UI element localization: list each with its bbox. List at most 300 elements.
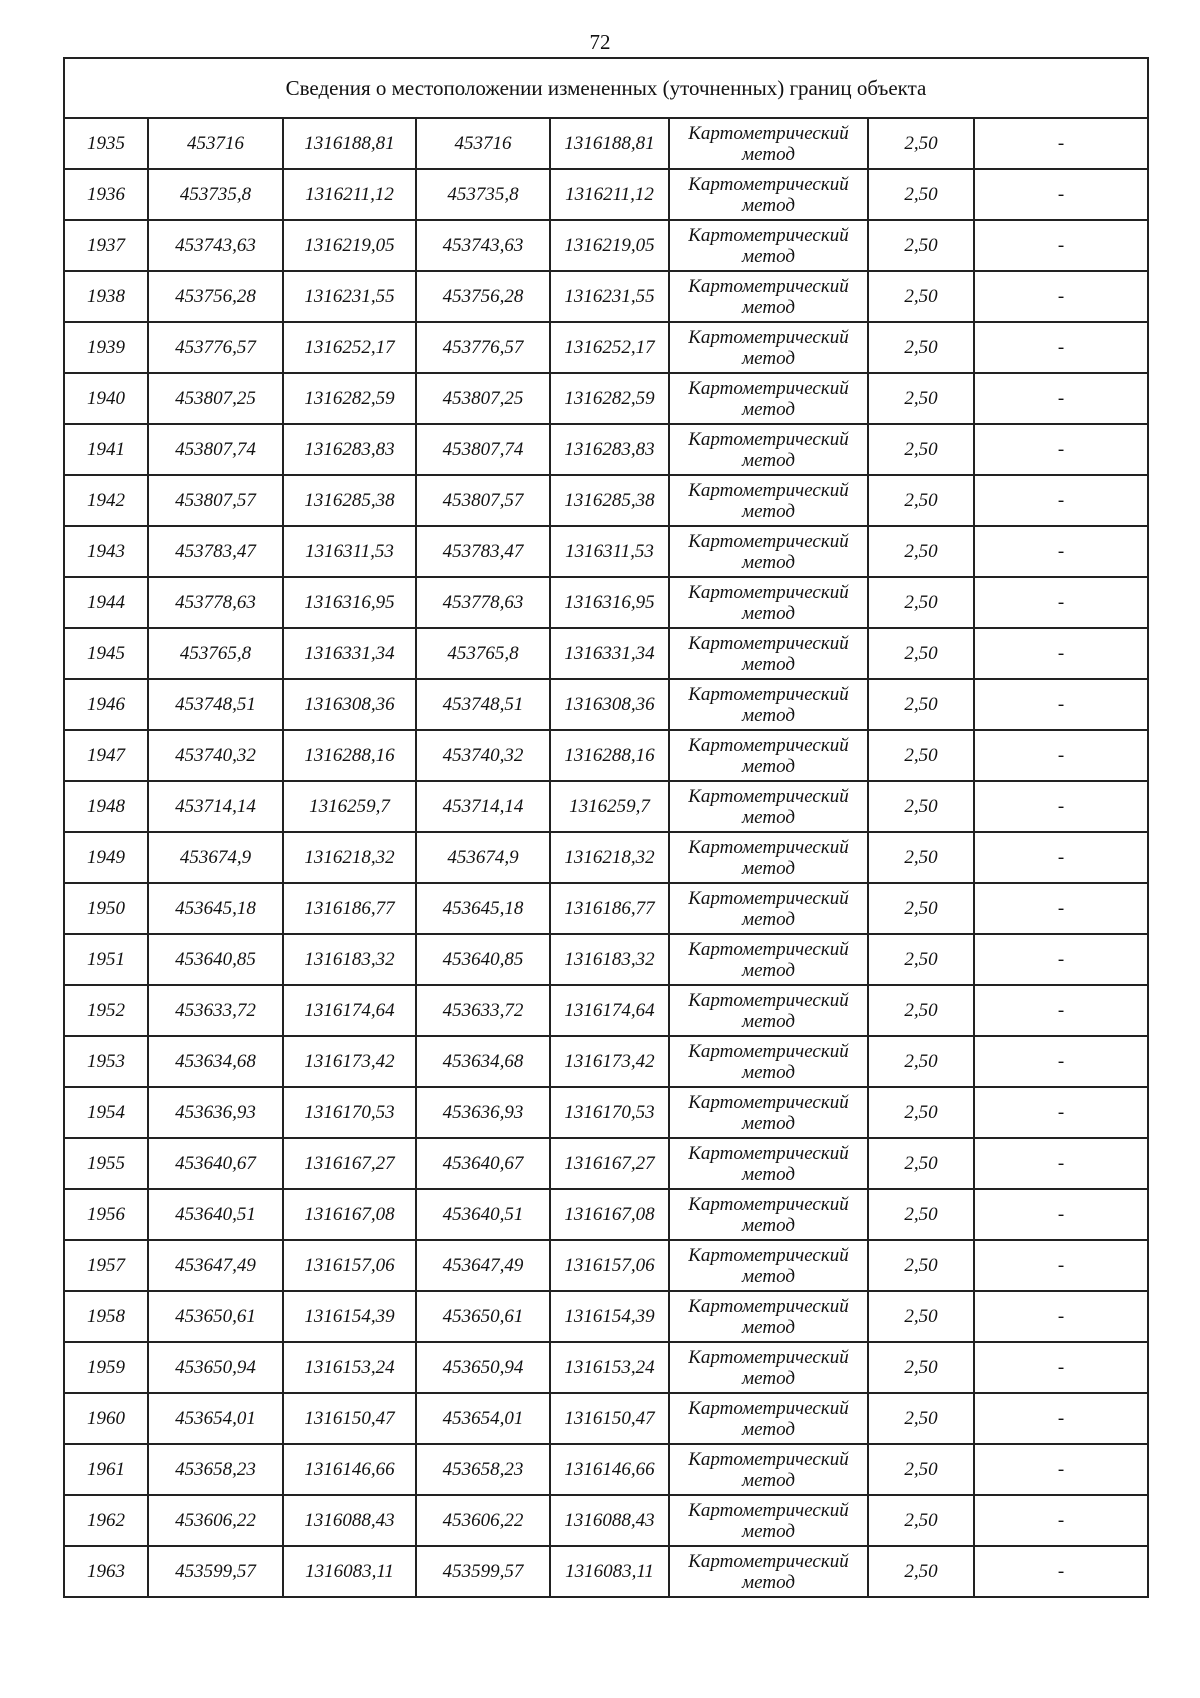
- method-line-1: Картометрический: [688, 785, 849, 807]
- table-row: [64, 322, 1148, 373]
- existing-y-cell: 1316285,38: [283, 475, 416, 526]
- existing-y-cell: 1316088,43: [283, 1495, 416, 1546]
- note-cell: -: [974, 1189, 1148, 1240]
- existing-y-cell: 1316146,66: [283, 1444, 416, 1495]
- method-line-1: Картометрический: [688, 479, 849, 501]
- accuracy-cell: 2,50: [868, 883, 974, 934]
- method-line-1: Картометрический: [688, 1244, 849, 1266]
- existing-x-cell: 453606,22: [148, 1495, 283, 1546]
- method-cell: [669, 424, 868, 475]
- table-row: [64, 1495, 1148, 1546]
- method-line-2: метод: [742, 194, 795, 216]
- method-line-1: Картометрический: [688, 1142, 849, 1164]
- point-number-cell: 1942: [64, 475, 148, 526]
- refined-y-cell: 1316288,16: [550, 730, 669, 781]
- note-cell: -: [974, 322, 1148, 373]
- refined-x-cell: 453654,01: [416, 1393, 550, 1444]
- table-row: [64, 883, 1148, 934]
- existing-x-cell: 453807,57: [148, 475, 283, 526]
- point-number-cell: 1961: [64, 1444, 148, 1495]
- note-cell: -: [974, 1138, 1148, 1189]
- point-number-cell: 1950: [64, 883, 148, 934]
- refined-y-cell: 1316174,64: [550, 985, 669, 1036]
- table-row: [64, 526, 1148, 577]
- note-cell: -: [974, 934, 1148, 985]
- method-cell: [669, 1138, 868, 1189]
- method-line-1: Картометрический: [688, 1550, 849, 1572]
- point-number-cell: 1948: [64, 781, 148, 832]
- method-line-2: метод: [742, 398, 795, 420]
- point-number-cell: 1937: [64, 220, 148, 271]
- existing-y-cell: 1316157,06: [283, 1240, 416, 1291]
- existing-y-cell: 1316316,95: [283, 577, 416, 628]
- existing-x-cell: 453776,57: [148, 322, 283, 373]
- existing-x-cell: 453714,14: [148, 781, 283, 832]
- existing-y-cell: 1316219,05: [283, 220, 416, 271]
- note-cell: -: [974, 679, 1148, 730]
- accuracy-cell: 2,50: [868, 118, 974, 169]
- point-number-cell: 1939: [64, 322, 148, 373]
- table-row: [64, 781, 1148, 832]
- refined-x-cell: 453674,9: [416, 832, 550, 883]
- accuracy-cell: 2,50: [868, 1189, 974, 1240]
- point-number-cell: 1941: [64, 424, 148, 475]
- accuracy-cell: 2,50: [868, 628, 974, 679]
- accuracy-cell: 2,50: [868, 322, 974, 373]
- existing-y-cell: 1316173,42: [283, 1036, 416, 1087]
- method-cell: [669, 1189, 868, 1240]
- refined-x-cell: 453765,8: [416, 628, 550, 679]
- note-cell: -: [974, 1444, 1148, 1495]
- refined-x-cell: 453633,72: [416, 985, 550, 1036]
- method-line-1: Картометрический: [688, 1040, 849, 1062]
- refined-y-cell: 1316153,24: [550, 1342, 669, 1393]
- note-cell: -: [974, 424, 1148, 475]
- existing-x-cell: 453640,85: [148, 934, 283, 985]
- refined-y-cell: 1316283,83: [550, 424, 669, 475]
- refined-y-cell: 1316157,06: [550, 1240, 669, 1291]
- refined-y-cell: 1316252,17: [550, 322, 669, 373]
- existing-x-cell: 453633,72: [148, 985, 283, 1036]
- point-number-cell: 1949: [64, 832, 148, 883]
- refined-y-cell: 1316316,95: [550, 577, 669, 628]
- note-cell: -: [974, 475, 1148, 526]
- refined-x-cell: 453807,25: [416, 373, 550, 424]
- note-cell: -: [974, 220, 1148, 271]
- accuracy-cell: 2,50: [868, 169, 974, 220]
- existing-x-cell: 453650,61: [148, 1291, 283, 1342]
- point-number-cell: 1958: [64, 1291, 148, 1342]
- refined-x-cell: 453606,22: [416, 1495, 550, 1546]
- method-cell: [669, 271, 868, 322]
- point-number-cell: 1959: [64, 1342, 148, 1393]
- accuracy-cell: 2,50: [868, 985, 974, 1036]
- method-line-1: Картометрический: [688, 989, 849, 1011]
- method-cell: [669, 577, 868, 628]
- table-row: [64, 1393, 1148, 1444]
- refined-y-cell: 1316308,36: [550, 679, 669, 730]
- refined-x-cell: 453740,32: [416, 730, 550, 781]
- refined-x-cell: 453640,85: [416, 934, 550, 985]
- method-cell: [669, 1393, 868, 1444]
- method-line-2: метод: [742, 1010, 795, 1032]
- refined-x-cell: 453783,47: [416, 526, 550, 577]
- refined-x-cell: 453640,67: [416, 1138, 550, 1189]
- existing-y-cell: 1316153,24: [283, 1342, 416, 1393]
- accuracy-cell: 2,50: [868, 475, 974, 526]
- refined-y-cell: 1316186,77: [550, 883, 669, 934]
- existing-y-cell: 1316211,12: [283, 169, 416, 220]
- method-cell: [669, 475, 868, 526]
- existing-x-cell: 453783,47: [148, 526, 283, 577]
- existing-x-cell: 453640,51: [148, 1189, 283, 1240]
- refined-y-cell: 1316150,47: [550, 1393, 669, 1444]
- table-row: [64, 628, 1148, 679]
- refined-y-cell: 1316173,42: [550, 1036, 669, 1087]
- note-cell: -: [974, 169, 1148, 220]
- refined-x-cell: 453807,57: [416, 475, 550, 526]
- method-line-1: Картометрический: [688, 1499, 849, 1521]
- method-line-2: метод: [742, 245, 795, 267]
- accuracy-cell: 2,50: [868, 1546, 974, 1597]
- existing-y-cell: 1316252,17: [283, 322, 416, 373]
- method-line-2: метод: [742, 449, 795, 471]
- point-number-cell: 1940: [64, 373, 148, 424]
- existing-x-cell: 453743,63: [148, 220, 283, 271]
- existing-x-cell: 453716: [148, 118, 283, 169]
- method-line-1: Картометрический: [688, 173, 849, 195]
- existing-y-cell: 1316231,55: [283, 271, 416, 322]
- existing-y-cell: 1316154,39: [283, 1291, 416, 1342]
- note-cell: -: [974, 1240, 1148, 1291]
- method-line-2: метод: [742, 551, 795, 573]
- point-number-cell: 1957: [64, 1240, 148, 1291]
- existing-x-cell: 453765,8: [148, 628, 283, 679]
- table-body: [64, 118, 1148, 1597]
- note-cell: -: [974, 1291, 1148, 1342]
- refined-x-cell: 453714,14: [416, 781, 550, 832]
- table-row: [64, 169, 1148, 220]
- note-cell: -: [974, 781, 1148, 832]
- note-cell: -: [974, 628, 1148, 679]
- method-line-1: Картометрический: [688, 683, 849, 705]
- method-cell: [669, 1495, 868, 1546]
- refined-y-cell: 1316167,08: [550, 1189, 669, 1240]
- method-line-2: метод: [742, 296, 795, 318]
- refined-x-cell: 453748,51: [416, 679, 550, 730]
- existing-y-cell: 1316170,53: [283, 1087, 416, 1138]
- table-row: [64, 220, 1148, 271]
- existing-y-cell: 1316174,64: [283, 985, 416, 1036]
- method-cell: [669, 679, 868, 730]
- method-line-1: Картометрический: [688, 275, 849, 297]
- method-cell: [669, 1444, 868, 1495]
- refined-y-cell: 1316231,55: [550, 271, 669, 322]
- table-row: [64, 118, 1148, 169]
- method-line-2: метод: [742, 653, 795, 675]
- method-line-2: метод: [742, 1571, 795, 1593]
- table-row: [64, 271, 1148, 322]
- refined-x-cell: 453599,57: [416, 1546, 550, 1597]
- existing-x-cell: 453756,28: [148, 271, 283, 322]
- refined-x-cell: 453647,49: [416, 1240, 550, 1291]
- note-cell: -: [974, 271, 1148, 322]
- existing-y-cell: 1316311,53: [283, 526, 416, 577]
- accuracy-cell: 2,50: [868, 679, 974, 730]
- accuracy-cell: 2,50: [868, 1393, 974, 1444]
- note-cell: -: [974, 118, 1148, 169]
- method-line-1: Картометрический: [688, 530, 849, 552]
- existing-y-cell: 1316282,59: [283, 373, 416, 424]
- refined-y-cell: 1316170,53: [550, 1087, 669, 1138]
- method-line-1: Картометрический: [688, 1193, 849, 1215]
- method-line-2: метод: [742, 1214, 795, 1236]
- note-cell: -: [974, 1036, 1148, 1087]
- table-row: [64, 1036, 1148, 1087]
- method-line-2: метод: [742, 1367, 795, 1389]
- method-line-2: метод: [742, 908, 795, 930]
- method-cell: [669, 220, 868, 271]
- refined-x-cell: 453716: [416, 118, 550, 169]
- existing-x-cell: 453634,68: [148, 1036, 283, 1087]
- refined-y-cell: 1316154,39: [550, 1291, 669, 1342]
- refined-x-cell: 453743,63: [416, 220, 550, 271]
- method-line-1: Картометрический: [688, 632, 849, 654]
- table-caption: Сведения о местоположении измененных (уточненных) границ объекта: [64, 58, 1148, 118]
- table-row: [64, 730, 1148, 781]
- point-number-cell: 1955: [64, 1138, 148, 1189]
- point-number-cell: 1938: [64, 271, 148, 322]
- refined-x-cell: 453658,23: [416, 1444, 550, 1495]
- table-row: [64, 1291, 1148, 1342]
- method-line-1: Картометрический: [688, 377, 849, 399]
- accuracy-cell: 2,50: [868, 220, 974, 271]
- point-number-cell: 1956: [64, 1189, 148, 1240]
- method-line-2: метод: [742, 347, 795, 369]
- existing-y-cell: 1316186,77: [283, 883, 416, 934]
- point-number-cell: 1943: [64, 526, 148, 577]
- method-cell: [669, 730, 868, 781]
- point-number-cell: 1953: [64, 1036, 148, 1087]
- method-line-2: метод: [742, 1112, 795, 1134]
- table-row: [64, 934, 1148, 985]
- accuracy-cell: 2,50: [868, 832, 974, 883]
- refined-x-cell: 453756,28: [416, 271, 550, 322]
- accuracy-cell: 2,50: [868, 271, 974, 322]
- table-row: [64, 424, 1148, 475]
- existing-x-cell: 453807,74: [148, 424, 283, 475]
- existing-x-cell: 453658,23: [148, 1444, 283, 1495]
- method-line-1: Картометрический: [688, 581, 849, 603]
- existing-x-cell: 453735,8: [148, 169, 283, 220]
- method-line-1: Картометрический: [688, 1091, 849, 1113]
- method-cell: [669, 118, 868, 169]
- method-line-2: метод: [742, 1469, 795, 1491]
- existing-y-cell: 1316167,27: [283, 1138, 416, 1189]
- point-number-cell: 1944: [64, 577, 148, 628]
- point-number-cell: 1960: [64, 1393, 148, 1444]
- method-cell: [669, 883, 868, 934]
- accuracy-cell: 2,50: [868, 526, 974, 577]
- method-line-1: Картометрический: [688, 1448, 849, 1470]
- method-line-1: Картометрический: [688, 887, 849, 909]
- note-cell: -: [974, 883, 1148, 934]
- method-line-2: метод: [742, 1316, 795, 1338]
- method-line-2: метод: [742, 1418, 795, 1440]
- refined-y-cell: 1316188,81: [550, 118, 669, 169]
- refined-x-cell: 453776,57: [416, 322, 550, 373]
- accuracy-cell: 2,50: [868, 934, 974, 985]
- method-line-2: метод: [742, 602, 795, 624]
- point-number-cell: 1962: [64, 1495, 148, 1546]
- table-row: [64, 1189, 1148, 1240]
- existing-y-cell: 1316083,11: [283, 1546, 416, 1597]
- method-line-1: Картометрический: [688, 224, 849, 246]
- method-line-2: метод: [742, 500, 795, 522]
- method-cell: [669, 169, 868, 220]
- method-cell: [669, 628, 868, 679]
- table-row: [64, 1546, 1148, 1597]
- method-cell: [669, 373, 868, 424]
- existing-y-cell: 1316188,81: [283, 118, 416, 169]
- point-number-cell: 1963: [64, 1546, 148, 1597]
- existing-y-cell: 1316150,47: [283, 1393, 416, 1444]
- point-number-cell: 1946: [64, 679, 148, 730]
- existing-x-cell: 453647,49: [148, 1240, 283, 1291]
- refined-x-cell: 453650,61: [416, 1291, 550, 1342]
- refined-x-cell: 453634,68: [416, 1036, 550, 1087]
- method-cell: [669, 1087, 868, 1138]
- method-line-1: Картометрический: [688, 122, 849, 144]
- table-row: [64, 1342, 1148, 1393]
- refined-y-cell: 1316088,43: [550, 1495, 669, 1546]
- accuracy-cell: 2,50: [868, 577, 974, 628]
- accuracy-cell: 2,50: [868, 424, 974, 475]
- existing-x-cell: 453748,51: [148, 679, 283, 730]
- table-row: [64, 1444, 1148, 1495]
- existing-x-cell: 453807,25: [148, 373, 283, 424]
- existing-x-cell: 453599,57: [148, 1546, 283, 1597]
- existing-y-cell: 1316259,7: [283, 781, 416, 832]
- refined-y-cell: 1316218,32: [550, 832, 669, 883]
- existing-y-cell: 1316167,08: [283, 1189, 416, 1240]
- existing-y-cell: 1316331,34: [283, 628, 416, 679]
- method-cell: [669, 1546, 868, 1597]
- table-row: [64, 1087, 1148, 1138]
- method-cell: [669, 1240, 868, 1291]
- refined-x-cell: 453807,74: [416, 424, 550, 475]
- point-number-cell: 1935: [64, 118, 148, 169]
- method-line-2: метод: [742, 1163, 795, 1185]
- method-line-2: метод: [742, 857, 795, 879]
- note-cell: -: [974, 1546, 1148, 1597]
- method-cell: [669, 781, 868, 832]
- accuracy-cell: 2,50: [868, 1240, 974, 1291]
- accuracy-cell: 2,50: [868, 1291, 974, 1342]
- existing-y-cell: 1316183,32: [283, 934, 416, 985]
- method-cell: [669, 832, 868, 883]
- method-cell: [669, 322, 868, 373]
- refined-x-cell: 453645,18: [416, 883, 550, 934]
- refined-y-cell: 1316146,66: [550, 1444, 669, 1495]
- accuracy-cell: 2,50: [868, 1087, 974, 1138]
- point-number-cell: 1936: [64, 169, 148, 220]
- refined-y-cell: 1316167,27: [550, 1138, 669, 1189]
- method-cell: [669, 1036, 868, 1087]
- table-row: [64, 577, 1148, 628]
- method-line-1: Картометрический: [688, 836, 849, 858]
- note-cell: -: [974, 1087, 1148, 1138]
- note-cell: -: [974, 1393, 1148, 1444]
- refined-y-cell: 1316331,34: [550, 628, 669, 679]
- note-cell: -: [974, 373, 1148, 424]
- method-line-1: Картометрический: [688, 938, 849, 960]
- method-cell: [669, 934, 868, 985]
- table-row: [64, 1138, 1148, 1189]
- refined-y-cell: 1316311,53: [550, 526, 669, 577]
- existing-y-cell: 1316288,16: [283, 730, 416, 781]
- table-row: [64, 985, 1148, 1036]
- existing-x-cell: 453640,67: [148, 1138, 283, 1189]
- existing-x-cell: 453740,32: [148, 730, 283, 781]
- method-cell: [669, 526, 868, 577]
- refined-y-cell: 1316183,32: [550, 934, 669, 985]
- note-cell: -: [974, 1495, 1148, 1546]
- note-cell: -: [974, 985, 1148, 1036]
- refined-y-cell: 1316285,38: [550, 475, 669, 526]
- table-row: [64, 1240, 1148, 1291]
- method-line-1: Картометрический: [688, 734, 849, 756]
- accuracy-cell: 2,50: [868, 781, 974, 832]
- point-number-cell: 1947: [64, 730, 148, 781]
- table-row: [64, 475, 1148, 526]
- point-number-cell: 1952: [64, 985, 148, 1036]
- existing-x-cell: 453778,63: [148, 577, 283, 628]
- refined-y-cell: 1316259,7: [550, 781, 669, 832]
- existing-x-cell: 453674,9: [148, 832, 283, 883]
- note-cell: -: [974, 526, 1148, 577]
- refined-y-cell: 1316211,12: [550, 169, 669, 220]
- existing-y-cell: 1316283,83: [283, 424, 416, 475]
- method-line-2: метод: [742, 143, 795, 165]
- table-row: [64, 679, 1148, 730]
- refined-x-cell: 453778,63: [416, 577, 550, 628]
- refined-x-cell: 453636,93: [416, 1087, 550, 1138]
- method-line-1: Картометрический: [688, 1346, 849, 1368]
- note-cell: -: [974, 832, 1148, 883]
- accuracy-cell: 2,50: [868, 1342, 974, 1393]
- table-row: [64, 832, 1148, 883]
- refined-x-cell: 453735,8: [416, 169, 550, 220]
- table-row: [64, 373, 1148, 424]
- refined-y-cell: 1316282,59: [550, 373, 669, 424]
- point-number-cell: 1954: [64, 1087, 148, 1138]
- existing-x-cell: 453636,93: [148, 1087, 283, 1138]
- accuracy-cell: 2,50: [868, 1495, 974, 1546]
- boundary-coordinates-table: [63, 57, 1149, 1598]
- method-line-2: метод: [742, 1265, 795, 1287]
- method-line-2: метод: [742, 1061, 795, 1083]
- existing-y-cell: 1316308,36: [283, 679, 416, 730]
- existing-x-cell: 453645,18: [148, 883, 283, 934]
- refined-y-cell: 1316083,11: [550, 1546, 669, 1597]
- accuracy-cell: 2,50: [868, 373, 974, 424]
- accuracy-cell: 2,50: [868, 1444, 974, 1495]
- method-line-2: метод: [742, 959, 795, 981]
- method-line-1: Картометрический: [688, 428, 849, 450]
- method-cell: [669, 1291, 868, 1342]
- existing-y-cell: 1316218,32: [283, 832, 416, 883]
